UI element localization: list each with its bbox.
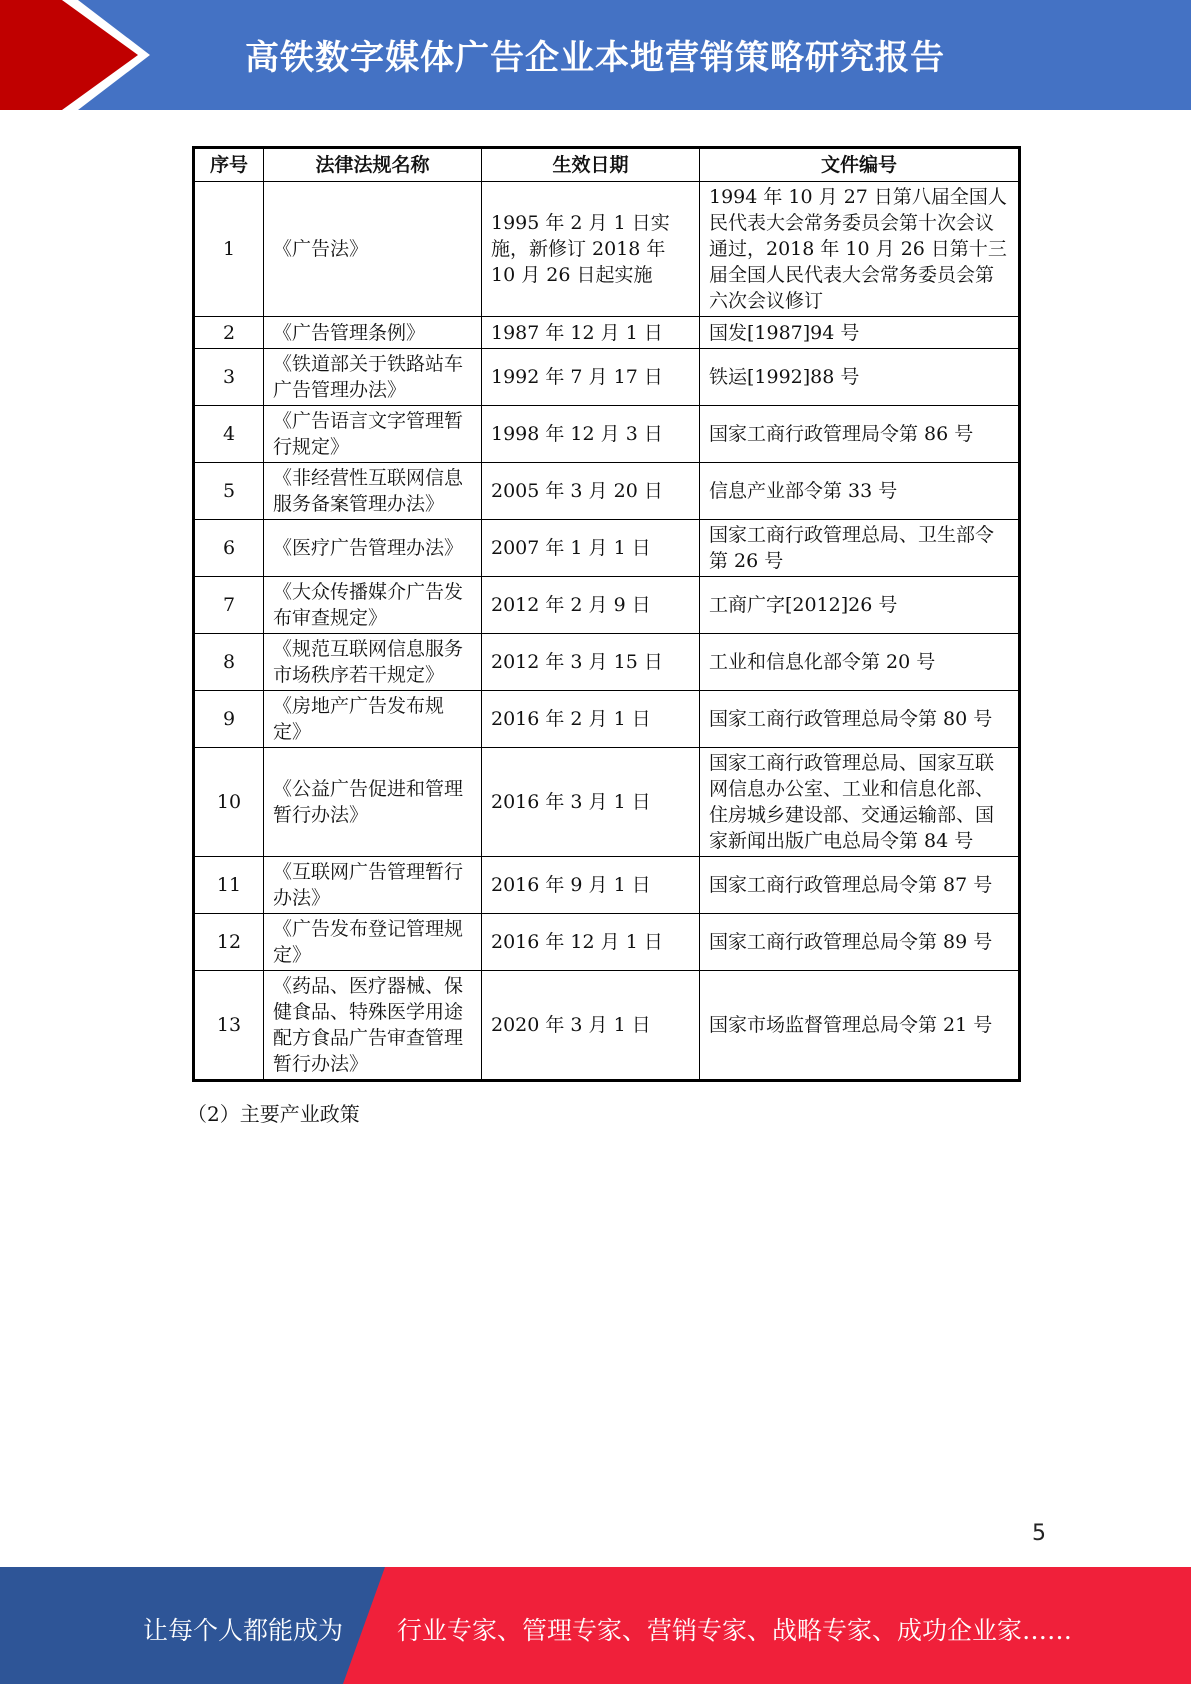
effective-date: 1998 年 12 月 3 日 [482,406,700,463]
regulation-name: 《广告语言文字管理暂行规定》 [264,406,482,463]
effective-date: 1995 年 2 月 1 日实施，新修订 2018 年 10 月 26 日起实施 [482,182,700,317]
regulation-name: 《互联网广告管理暂行办法》 [264,857,482,914]
table-row [194,691,1020,748]
effective-date: 2012 年 2 月 9 日 [482,577,700,634]
effective-date: 2005 年 3 月 20 日 [482,463,700,520]
table-row [194,914,1020,971]
row-number: 7 [194,577,264,634]
document-number: 国家市场监督管理总局令第 21 号 [700,971,1020,1081]
table-row [194,577,1020,634]
table-row [194,463,1020,520]
document-number: 工业和信息化部令第 20 号 [700,634,1020,691]
header-doc: 文件编号 [700,148,1020,182]
row-number: 9 [194,691,264,748]
table-row [194,317,1020,349]
document-number: 1994 年 10 月 27 日第八届全国人民代表大会常务委员会第十次会议通过，2018 年 10 月 26 日第十三届全国人民代表大会常务委员会第六次会议修订 [700,182,1020,317]
header-red-block [0,0,150,110]
table-header-row [194,148,1020,182]
table-row [194,349,1020,406]
row-number: 6 [194,520,264,577]
effective-date: 2020 年 3 月 1 日 [482,971,700,1081]
regulation-name: 《广告发布登记管理规定》 [264,914,482,971]
row-number: 4 [194,406,264,463]
table-row [194,634,1020,691]
regulation-name: 《广告管理条例》 [264,317,482,349]
effective-date: 2016 年 12 月 1 日 [482,914,700,971]
regulation-name: 《广告法》 [264,182,482,317]
header-date: 生效日期 [482,148,700,182]
table-row [194,748,1020,857]
document-number: 工商广字[2012]26 号 [700,577,1020,634]
effective-date: 2012 年 3 月 15 日 [482,634,700,691]
row-number: 11 [194,857,264,914]
table-row [194,971,1020,1081]
regulation-name: 《房地产广告发布规定》 [264,691,482,748]
row-number: 8 [194,634,264,691]
document-number: 信息产业部令第 33 号 [700,463,1020,520]
effective-date: 2016 年 2 月 1 日 [482,691,700,748]
regulation-name: 《铁道部关于铁路站车广告管理办法》 [264,349,482,406]
regulations-table [192,146,1021,1082]
effective-date: 2016 年 3 月 1 日 [482,748,700,857]
table-row [194,520,1020,577]
regulation-name: 《非经营性互联网信息服务备案管理办法》 [264,463,482,520]
row-number: 13 [194,971,264,1081]
document-number: 国家工商行政管理总局令第 87 号 [700,857,1020,914]
row-number: 5 [194,463,264,520]
effective-date: 2007 年 1 月 1 日 [482,520,700,577]
document-number: 国家工商行政管理总局、卫生部令第 26 号 [700,520,1020,577]
document-number: 国家工商行政管理总局、国家互联网信息办公室、工业和信息化部、住房城乡建设部、交通运输部、国家新闻出版广电总局令第 84 号 [700,748,1020,857]
table-row [194,182,1020,317]
header-banner [0,0,1191,110]
table-row [194,857,1020,914]
table-row [194,406,1020,463]
report-title: 高铁数字媒体广告企业本地营销策略研究报告 [245,38,945,78]
row-number: 2 [194,317,264,349]
page-number: 5 [1032,1521,1046,1546]
document-number: 国发[1987]94 号 [700,317,1020,349]
regulation-name: 《药品、医疗器械、保健食品、特殊医学用途配方食品广告审查管理暂行办法》 [264,971,482,1081]
regulation-name: 《公益广告促进和管理暂行办法》 [264,748,482,857]
regulation-name: 《规范互联网信息服务市场秩序若干规定》 [264,634,482,691]
footer-slogan-left: 让每个人都能成为 [143,1616,344,1645]
document-number: 国家工商行政管理局令第 86 号 [700,406,1020,463]
row-number: 12 [194,914,264,971]
effective-date: 1992 年 7 月 17 日 [482,349,700,406]
regulation-name: 《大众传播媒介广告发布审查规定》 [264,577,482,634]
row-number: 3 [194,349,264,406]
effective-date: 1987 年 12 月 1 日 [482,317,700,349]
footer-banner [0,1567,1191,1684]
document-number: 铁运[1992]88 号 [700,349,1020,406]
document-number: 国家工商行政管理总局令第 80 号 [700,691,1020,748]
regulation-name: 《医疗广告管理办法》 [264,520,482,577]
header-name: 法律法规名称 [264,148,482,182]
row-number: 10 [194,748,264,857]
header-no: 序号 [194,148,264,182]
document-number: 国家工商行政管理总局令第 89 号 [700,914,1020,971]
effective-date: 2016 年 9 月 1 日 [482,857,700,914]
table-body [194,182,1020,1081]
section-heading: （2）主要产业政策 [187,1102,360,1126]
footer-slogan-right: 行业专家、管理专家、营销专家、战略专家、成功企业家…… [397,1616,1073,1645]
row-number: 1 [194,182,264,317]
